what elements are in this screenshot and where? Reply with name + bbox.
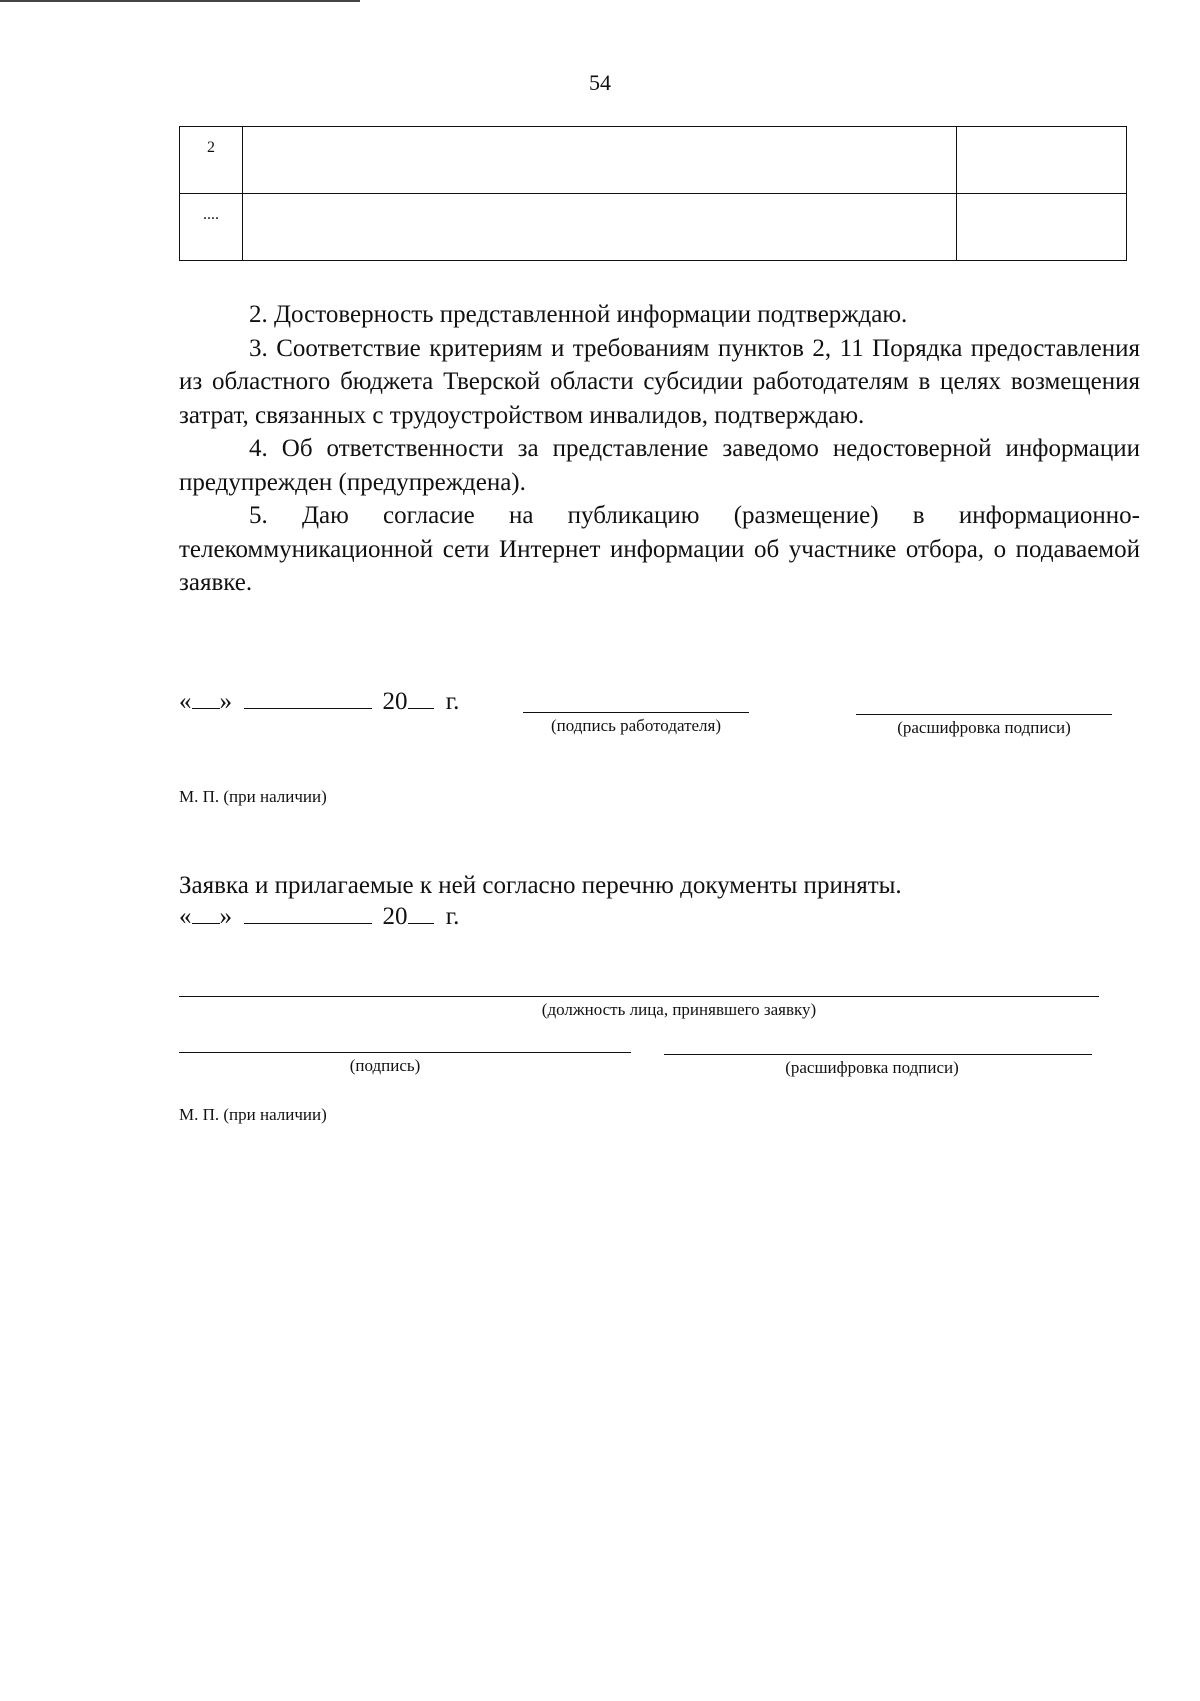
continuation-table (179, 126, 1127, 261)
year-blank (408, 686, 434, 709)
signature-decoding-caption: (расшифровка подписи) (897, 718, 1071, 737)
quote-close: » (219, 688, 232, 715)
page-number: 54 (589, 70, 611, 95)
year-suffix: г. (445, 903, 460, 930)
quote-open: « (179, 688, 192, 715)
month-blank (244, 901, 372, 924)
signature-caption: (подпись) (349, 1056, 421, 1075)
seal-note-2: М. П. (при наличии) (179, 1105, 327, 1124)
accepted-statement: Заявка и прилагаемые к ней согласно перечню документы приняты. (179, 872, 902, 899)
declaration-paragraphs (179, 298, 1140, 600)
quote-open: « (179, 903, 192, 930)
date-line-acceptance (179, 901, 459, 931)
employer-signature-caption: (подпись работодателя) (550, 716, 722, 735)
table-row (180, 194, 1127, 261)
table-cell-name (243, 127, 957, 194)
accepting-person-position-caption: (должность лица, принявшего заявку) (541, 1000, 817, 1019)
signature-decoding-line (856, 714, 1112, 715)
year-prefix: 20 (382, 688, 408, 715)
paragraph-4: 4. Об ответственности за представление заведомо недостоверной информации предупрежден (предупреждена). (179, 435, 1140, 496)
top-edge-rule (0, 0, 360, 2)
signature-decoding-line-2 (664, 1054, 1092, 1055)
paragraph-5: 5. Даю согласие на публикацию (размещение) в информационно-телекоммуникационной сети Интернет информации об участнике отбора, о подаваемой заявке. (179, 502, 1140, 596)
year-suffix: г. (445, 688, 460, 715)
paragraph-2: 2. Достоверность представленной информации подтверждаю. (249, 301, 908, 328)
month-blank (244, 686, 372, 709)
signature-line (179, 1052, 631, 1053)
year-blank (408, 901, 434, 924)
paragraph-3: 3. Соответствие критериям и требованиям пунктов 2, 11 Порядка предоставления из областного бюджета Тверской области субсидии работодателям в целях возмещения затрат, связанных с трудоустройством инвалидов, подтверждаю. (179, 334, 1140, 429)
table-cell-value (957, 127, 1127, 194)
day-blank (192, 901, 220, 924)
signature-decoding-caption-2: (расшифровка подписи) (785, 1058, 959, 1077)
table-cell-number: 2 (180, 127, 243, 194)
accepting-person-position-line (179, 996, 1099, 997)
date-line-applicant (179, 686, 459, 716)
employer-signature-line (523, 712, 749, 713)
day-blank (192, 686, 220, 709)
table-row (180, 127, 1127, 194)
table-cell-value (957, 194, 1127, 261)
quote-close: » (219, 903, 232, 930)
table-cell-name (243, 194, 957, 261)
year-prefix: 20 (382, 903, 408, 930)
seal-note: М. П. (при наличии) (179, 787, 327, 806)
table-cell-number: .... (180, 194, 243, 261)
